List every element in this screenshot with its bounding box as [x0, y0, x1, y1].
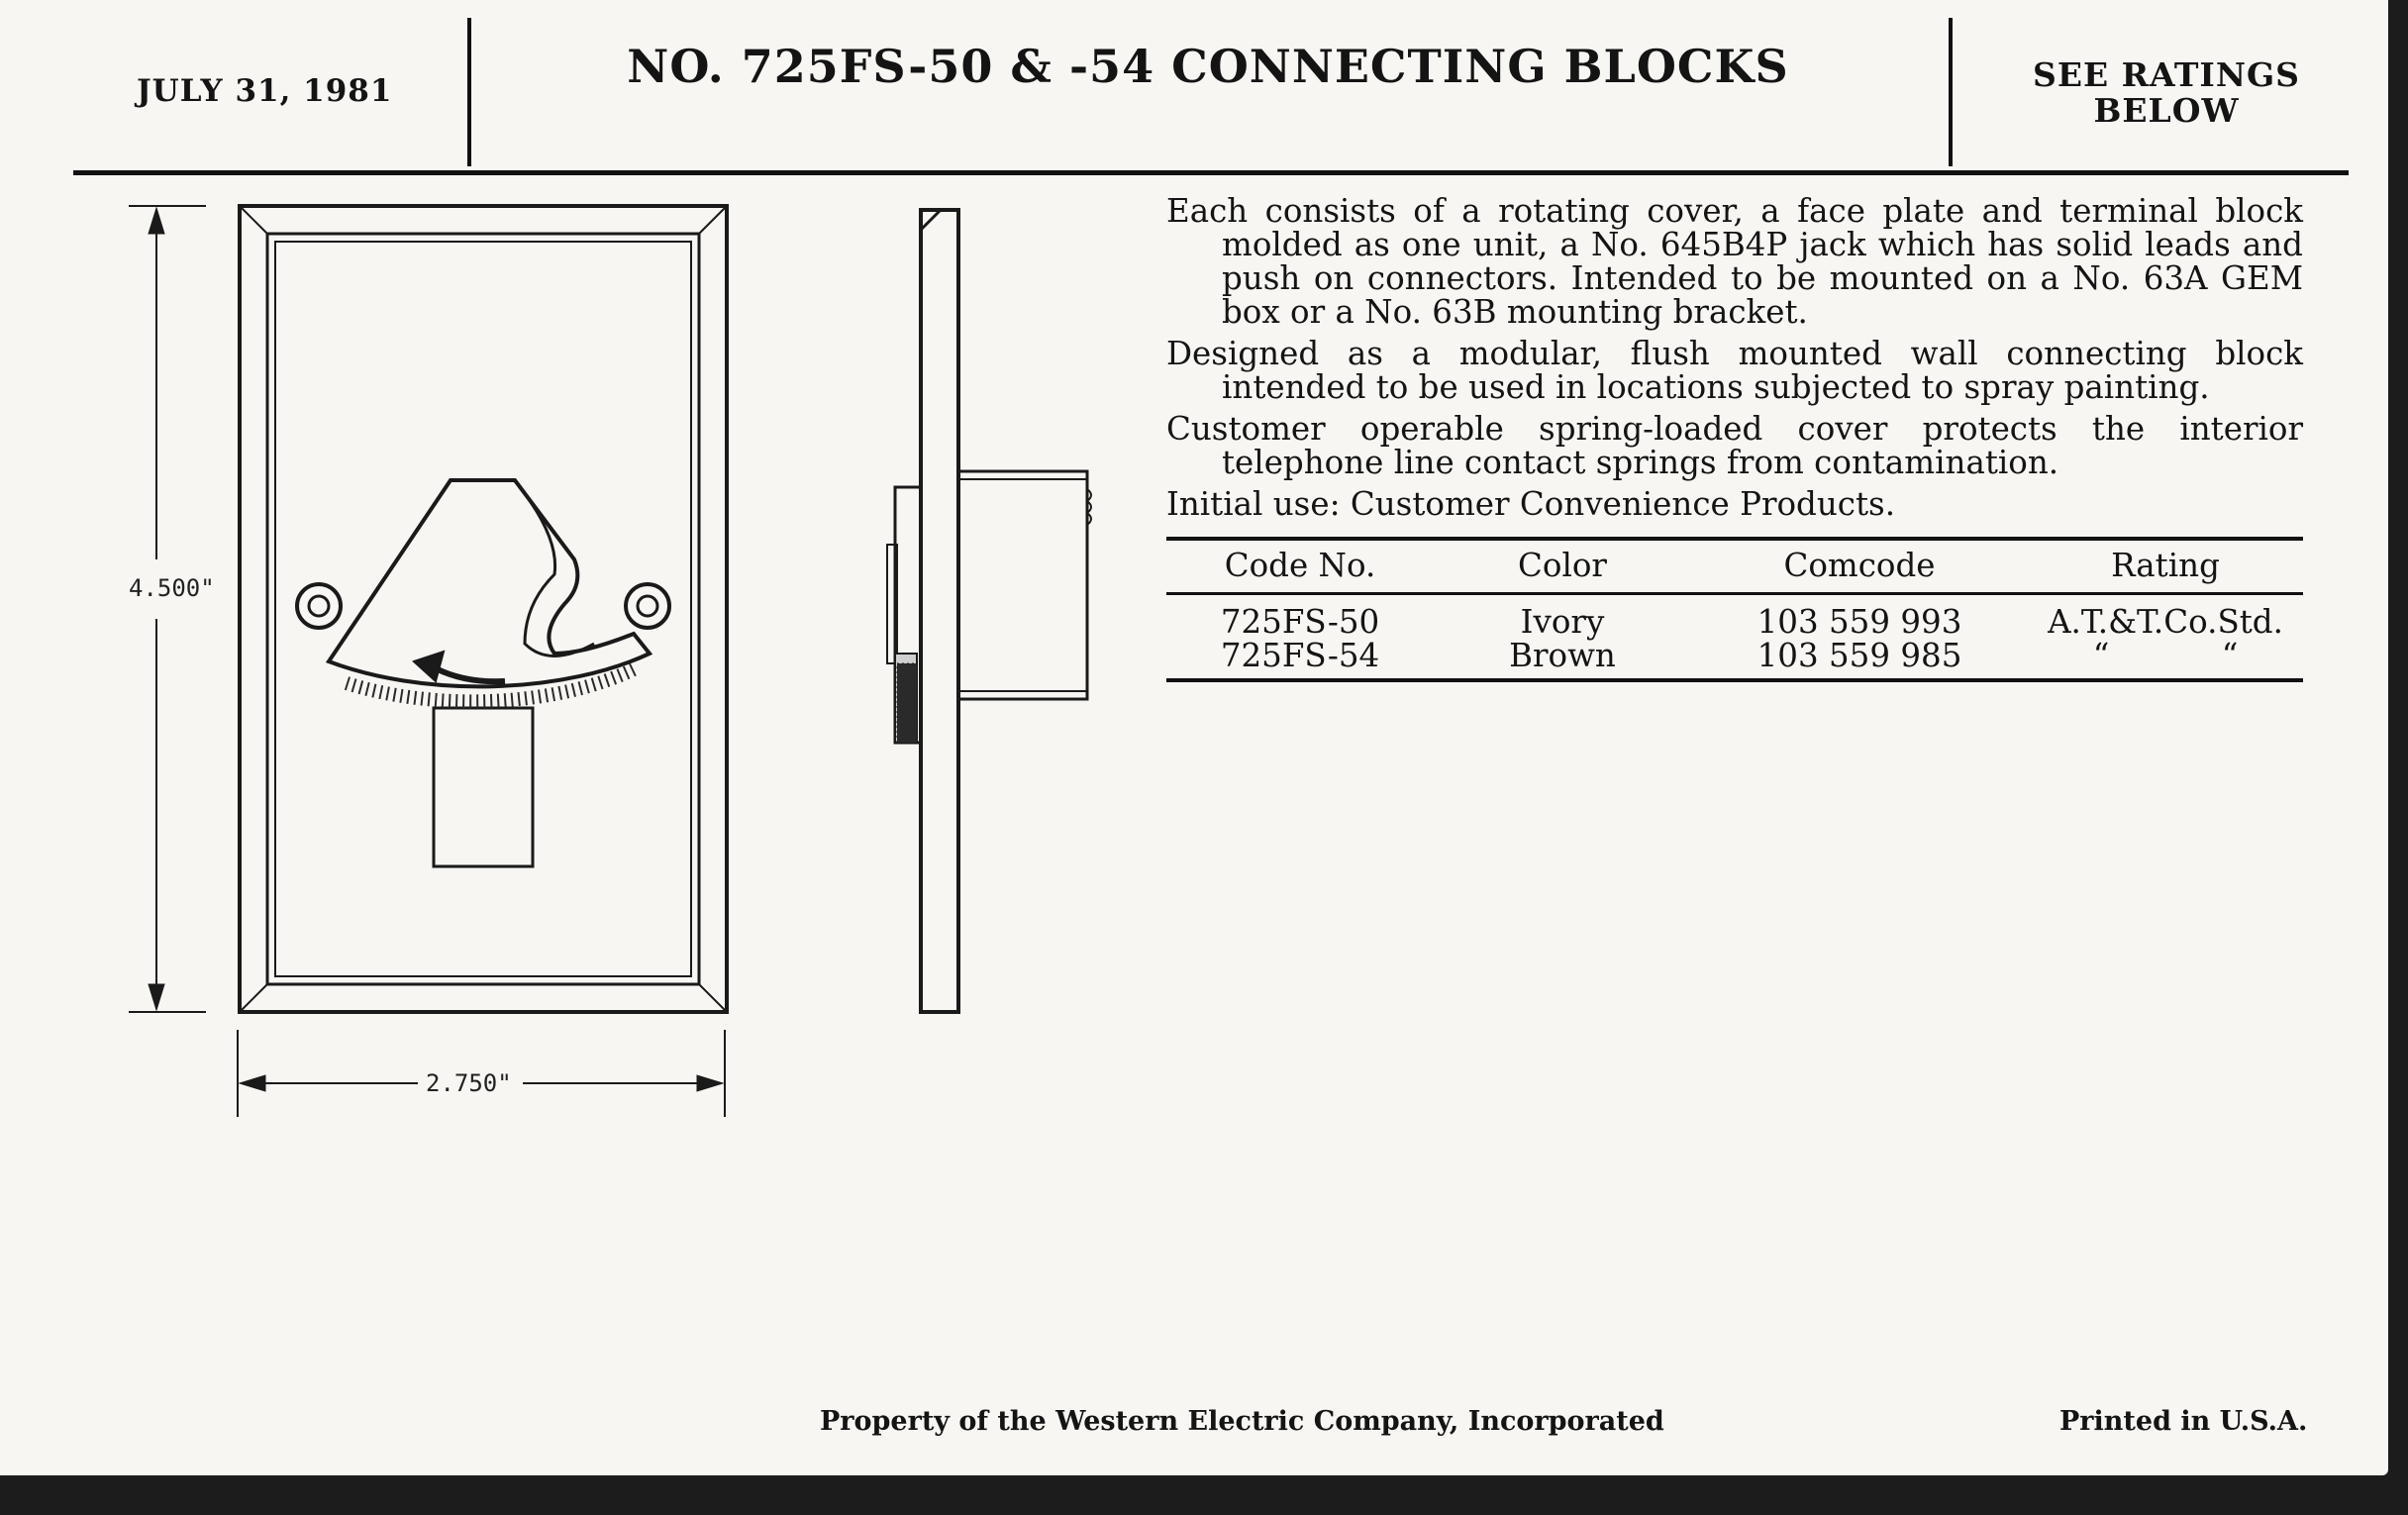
- right-screw: [626, 584, 669, 628]
- description-paragraph: Designed as a modular, flush mounted wall connecting block intended to be used in locations subjected to spray painting.: [1166, 335, 2303, 406]
- width-dimension-label: 2.750": [426, 1069, 512, 1097]
- jack-opening: [434, 708, 533, 866]
- front-view: [240, 206, 727, 1012]
- height-dimension-label: 4.500": [129, 574, 215, 602]
- ratings-line-1: SEE RATINGS: [2032, 55, 2301, 94]
- description-paragraph: Customer operable spring-loaded cover protects the interior telephone line contact springs from contamination.: [1166, 410, 2303, 481]
- cell-rating-ditto: [2028, 639, 2303, 680]
- description-initial-use: Initial use: Customer Convenience Products.: [1166, 485, 1896, 523]
- side-face-plate: [921, 210, 958, 1012]
- ditto-mark: “: [2092, 637, 2110, 674]
- cell-comcode: 103 559 985: [1756, 637, 1962, 674]
- cell-color: Ivory: [1520, 603, 1605, 641]
- ratings-line-2: BELOW: [2093, 91, 2240, 130]
- rotating-cover: [329, 480, 650, 686]
- page-title: NO. 725FS-50 & -54 CONNECTING BLOCKS: [627, 40, 1789, 93]
- cell-code: 725FS-54: [1220, 637, 1380, 674]
- ditto-mark: “: [2221, 637, 2239, 674]
- ditto-marks: [2037, 639, 2294, 672]
- side-view: [887, 210, 1091, 1012]
- col-header-code: Code No.: [1224, 547, 1376, 584]
- col-header-rating: Rating: [2111, 547, 2220, 584]
- table-row: [1166, 639, 2303, 680]
- footer-property-note: Property of the Western Electric Company, Incorporated: [820, 1406, 1664, 1437]
- cell-comcode: 103 559 993: [1756, 603, 1962, 641]
- product-table: [1166, 537, 2303, 682]
- cell-color: Brown: [1509, 637, 1616, 674]
- description-paragraph: Each consists of a rotating cover, a face plate and terminal block molded as one unit, a No. 645B4P jack which has solid leads and push on connectors. Intended to be mounted on a No. 63A GEM box or a No. 63B mounting bracket.: [1166, 192, 2303, 331]
- height-dimension: [129, 206, 206, 1012]
- technical-drawing: [0, 0, 1149, 1149]
- col-header-comcode: Comcode: [1783, 547, 1936, 584]
- col-header-color: Color: [1518, 547, 1607, 584]
- cell-rating: A.T.&T.Co.Std.: [2048, 603, 2283, 641]
- side-terminal-block: [958, 471, 1087, 699]
- cell-code: 725FS-50: [1220, 603, 1380, 641]
- table-header-row: [1166, 539, 2303, 594]
- header-ratings-note: [1958, 57, 2374, 129]
- header-divider-right: [1949, 18, 1953, 166]
- footer-print-note: Printed in U.S.A.: [2059, 1406, 2308, 1437]
- header-date: JULY 31, 1981: [137, 73, 393, 109]
- table-row: [1166, 594, 2303, 640]
- left-screw: [297, 584, 341, 628]
- product-description: [1166, 194, 2303, 521]
